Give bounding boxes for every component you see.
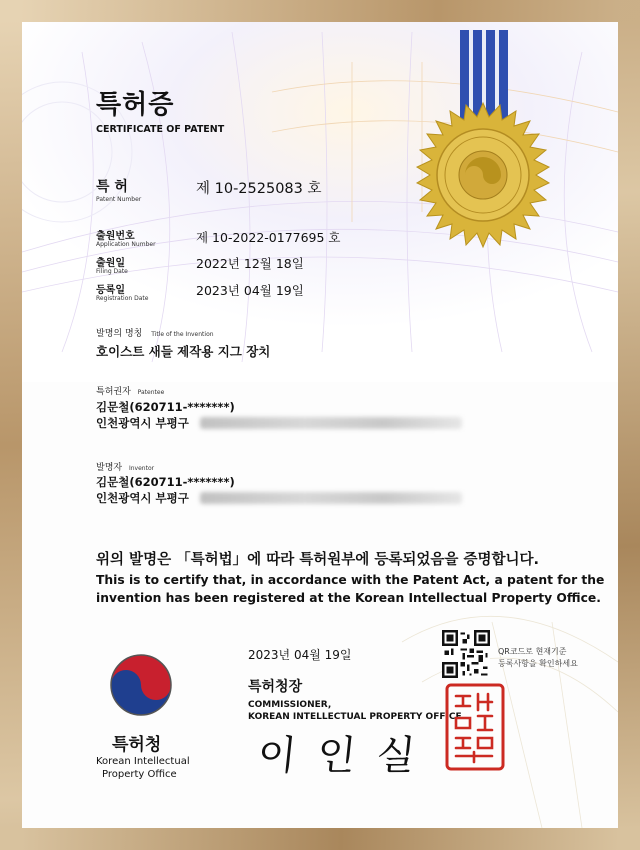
gold-seal-icon [408, 100, 558, 250]
inventor-name: 김문철(620711-*******) [96, 475, 235, 489]
inventor-label-en: Inventor [128, 465, 155, 472]
filing-date-label-en: Filing Date [96, 268, 128, 275]
commissioner-title-en-1: COMMISSIONER, [248, 700, 332, 710]
certification-statement-en-2: invention has been registered at the Korean Intellectual Property Office. [96, 591, 601, 605]
certificate-title: 특허증 [96, 90, 175, 120]
patentee-address-redacted [200, 417, 462, 429]
commissioner-title-en-2: KOREAN INTELLECTUAL PROPERTY OFFICE [248, 712, 462, 722]
inventor-label-ko: 발명자 [96, 463, 123, 473]
commissioner-title-ko: 특허청장 [248, 679, 303, 695]
patentee-address: 인천광역시 부평구 [96, 416, 189, 430]
patent-number-value: 제 10-2525083 호 [196, 181, 322, 197]
registration-date-label: 등록일 [96, 285, 125, 296]
qr-code-icon[interactable] [442, 630, 490, 678]
filing-date-value: 2022년 12월 18일 [196, 256, 304, 271]
office-name-ko: 특허청 [112, 735, 162, 755]
certification-statement-ko: 위의 발명은 「특허법」에 따라 특허원부에 등록되었음을 증명합니다. [96, 552, 539, 568]
invention-title: 호이스트 새들 제작용 지그 장치 [96, 344, 271, 359]
application-number-value: 제 10-2022-0177695 호 [196, 230, 341, 245]
registration-date-label-en: Registration Date [96, 295, 149, 302]
certification-statement-en-1: This is to certify that, in accordance with the Patent Act, a patent for the [96, 573, 605, 587]
office-name-en-2: Property Office [102, 769, 177, 780]
patentee-label [96, 384, 164, 397]
qr-note-2: 등록사항을 확인하세요 [498, 659, 578, 668]
commissioner-signature: 이 인 실 [255, 733, 422, 779]
patent-number-label-en: Patent Number [96, 196, 142, 203]
issue-date: 2023년 04월 19일 [248, 648, 352, 662]
patentee-name: 김문철(620711-*******) [96, 400, 235, 414]
patentee-label-ko: 특허권자 [96, 387, 131, 397]
inventor-address-redacted [200, 492, 462, 504]
registration-date-value: 2023년 04월 19일 [196, 283, 304, 298]
inventor-label [96, 460, 154, 473]
application-number-label-en: Application Number [96, 241, 156, 248]
qr-note-1: QR코드로 현재기준 [498, 647, 567, 656]
inventor-address: 인천광역시 부평구 [96, 491, 189, 505]
invention-label [96, 326, 214, 339]
application-number-label: 출원번호 [96, 231, 135, 242]
kipo-logo-icon [108, 652, 174, 718]
patent-number-label: 특 허 [96, 179, 128, 195]
certificate-title-en: CERTIFICATE OF PATENT [96, 124, 225, 135]
filing-date-label: 출원일 [96, 258, 125, 269]
certificate-paper [22, 22, 618, 828]
patentee-label-en: Patentee [137, 389, 165, 396]
invention-label-ko: 발명의 명칭 [96, 329, 143, 339]
office-name-en-1: Korean Intellectual [96, 756, 190, 767]
official-seal-stamp-icon [444, 682, 506, 772]
invention-label-en: Title of the Invention [151, 331, 214, 338]
